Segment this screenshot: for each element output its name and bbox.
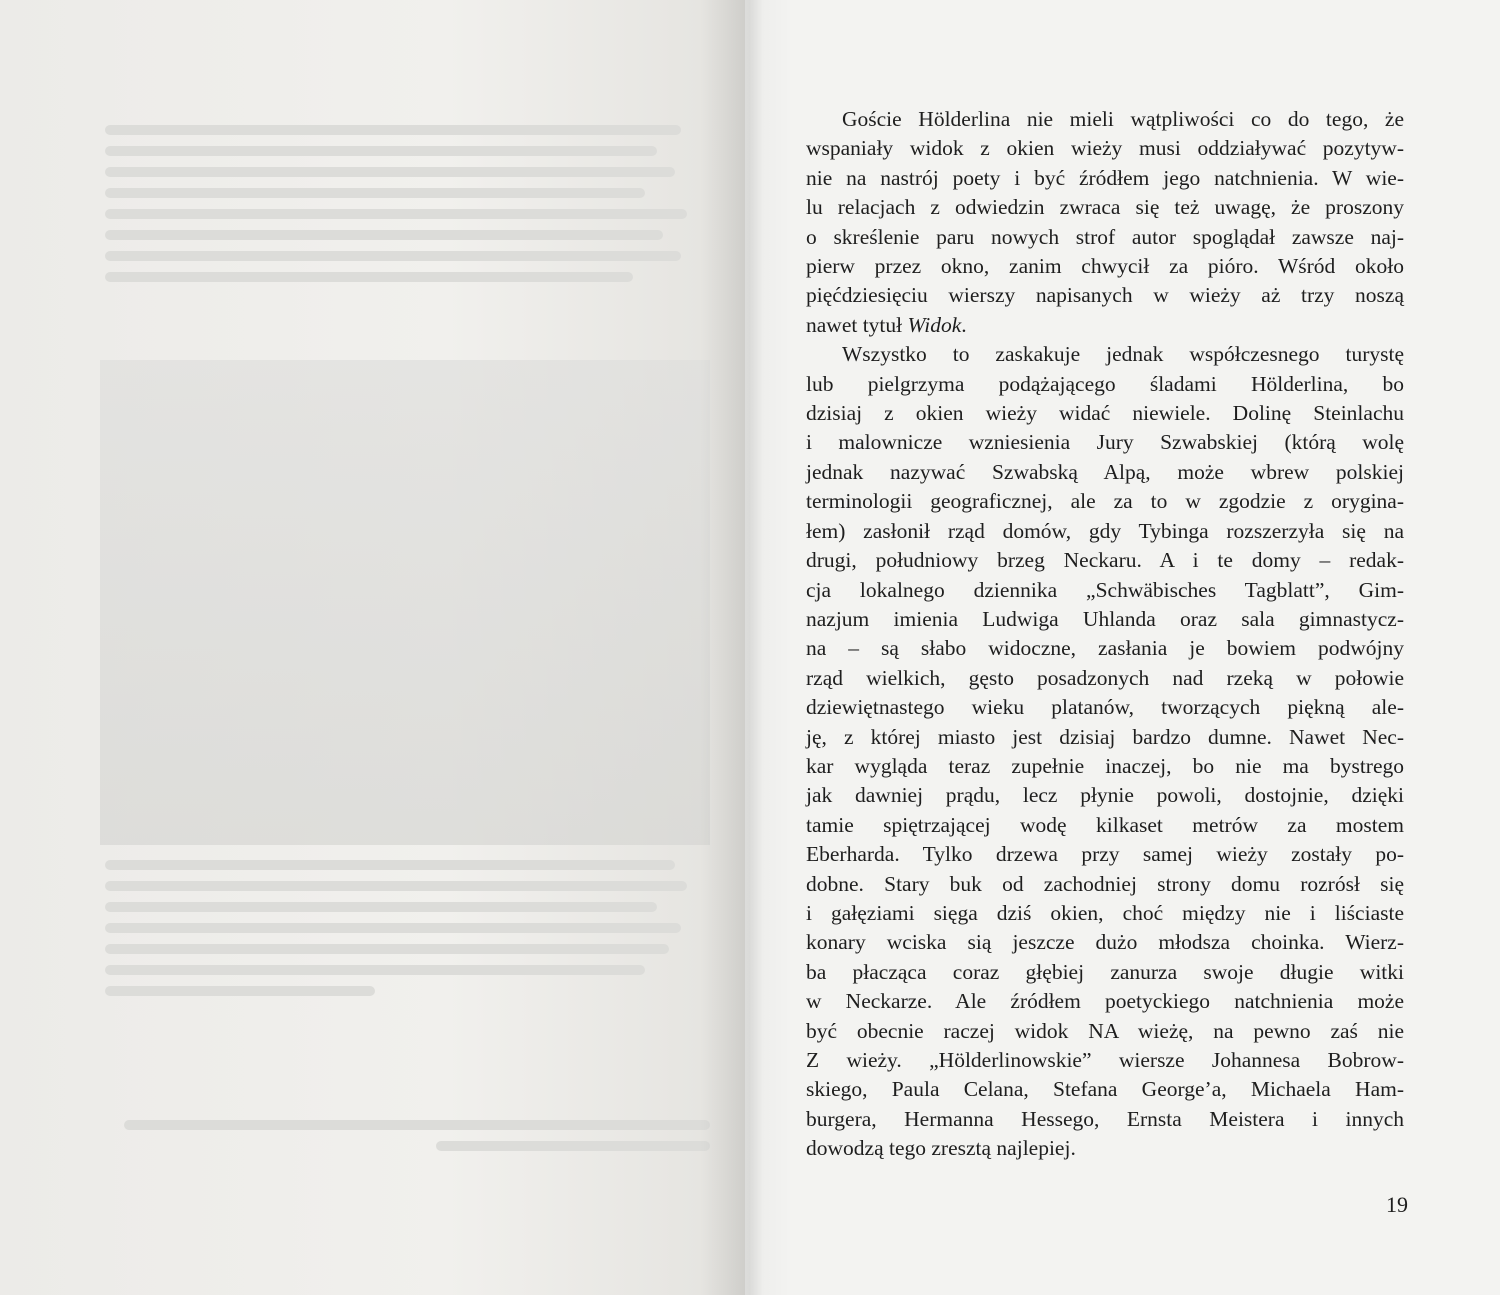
text-line: Eberharda. Tylko drzewa przy samej wieży zostały po- xyxy=(806,842,1404,867)
text-line: Z wieży. „Hölderlinowskie” wiersze Johannesa Bobrow- xyxy=(806,1048,1404,1072)
text-line: dziewiętnastego wieku platanów, tworzących piękną ale- xyxy=(806,695,1404,720)
text-line-last: dowodzą tego zresztą najlepiej. xyxy=(806,1136,1076,1161)
left-page-show-through xyxy=(0,0,745,1295)
text-line: dzisiaj z okien wieży widać niewiele. Dolinę Steinlachu xyxy=(806,401,1404,426)
text-line: ję, z której miasto jest dzisiaj bardzo dumne. Nawet Nec- xyxy=(806,724,1404,749)
text-line: lub pielgrzyma podążającego śladami Hölderlina, bo xyxy=(806,371,1404,396)
text-line: Wszystko to zaskakuje jednak współczesnego turystę xyxy=(842,342,1404,367)
text-line-last xyxy=(806,311,1404,340)
text-line: o skreślenie paru nowych strof autor spoglądał zawsze naj- xyxy=(806,224,1404,249)
text-line: nie na nastrój poety i być źródłem jego natchnienia. W wie- xyxy=(806,165,1404,190)
poem-title: Widok xyxy=(907,312,962,337)
text-line: terminologii geograficznej, ale za to w zgodzie z orygina- xyxy=(806,489,1404,514)
page-number: 19 xyxy=(1386,1192,1408,1217)
text-line: dobne. Stary buk od zachodniej strony domu rozrósł się xyxy=(806,871,1404,896)
text-line: pierw przez okno, zanim chwycił za pióro. Wśród około xyxy=(806,254,1404,279)
text-line: Goście Hölderlina nie mieli wątpliwości co do tego, że xyxy=(842,107,1404,131)
text-line: ba płacząca coraz głębiej zanurza swoje długie witki xyxy=(806,959,1404,984)
left-page-faded-text-bottom xyxy=(105,850,705,1070)
text-line: tamie spiętrzającej wodę kilkaset metrów za mostem xyxy=(806,812,1404,837)
right-page xyxy=(760,0,1500,1295)
text-line: być obecnie raczej widok NA wieżę, na pewno zaś nie xyxy=(806,1018,1404,1043)
left-page-faded-photo xyxy=(100,360,710,845)
text-line: nazjum imienia Ludwiga Uhlanda oraz sala gimnastycz- xyxy=(806,606,1404,631)
text-line: kar wygląda teraz zupełnie inaczej, bo nie ma bystrego xyxy=(806,753,1404,778)
paragraph-2 xyxy=(806,340,1404,1163)
text-line: pięćdziesięciu wierszy napisanych w wieży aż trzy noszą xyxy=(806,283,1404,308)
text-line: cja lokalnego dziennika „Schwäbisches Tagblatt”, Gim- xyxy=(806,577,1404,602)
text-line: jednak nazywać Szwabską Alpą, może wbrew polskiej xyxy=(806,459,1404,484)
paragraph-1 xyxy=(806,105,1404,340)
text-line: w Neckarze. Ale źródłem poetyckiego natchnienia może xyxy=(806,989,1404,1014)
text-line: łem) zasłonił rząd domów, gdy Tybinga rozszerzyła się na xyxy=(806,518,1404,543)
text-line: i malownicze wzniesienia Jury Szwabskiej (którą wolę xyxy=(806,430,1404,455)
text-fragment: . xyxy=(961,312,967,337)
text-line: jak dawniej prądu, lecz płynie powoli, dostojnie, dzięki xyxy=(806,783,1404,808)
text-line: wspaniały widok z okien wieży musi oddziaływać pozytyw- xyxy=(806,136,1404,161)
text-fragment: nawet tytuł xyxy=(806,312,908,337)
text-line: i gałęziami sięga dziś okien, choć między nie i liściaste xyxy=(806,900,1404,925)
left-page-faded-text-top xyxy=(105,115,705,375)
text-line: rząd wielkich, gęsto posadzonych nad rzeką w połowie xyxy=(806,665,1404,690)
text-line: burgera, Hermanna Hessego, Ernsta Meistera i innych xyxy=(806,1106,1404,1131)
text-line: lu relacjach z odwiedzin zwraca się też uwagę, że proszony xyxy=(806,195,1404,220)
left-page-faded-caption xyxy=(100,1110,710,1162)
body-text xyxy=(806,105,1404,1164)
text-line: drugi, południowy brzeg Neckaru. A i te domy – redak- xyxy=(806,548,1404,573)
text-line: konary wciska sią jeszcze dużo młodsza choinka. Wierz- xyxy=(806,930,1404,955)
text-line: skiego, Paula Celana, Stefana George’a, Michaela Ham- xyxy=(806,1077,1404,1102)
text-line: na – są słabo widoczne, zasłania je bowiem podwójny xyxy=(806,636,1404,661)
